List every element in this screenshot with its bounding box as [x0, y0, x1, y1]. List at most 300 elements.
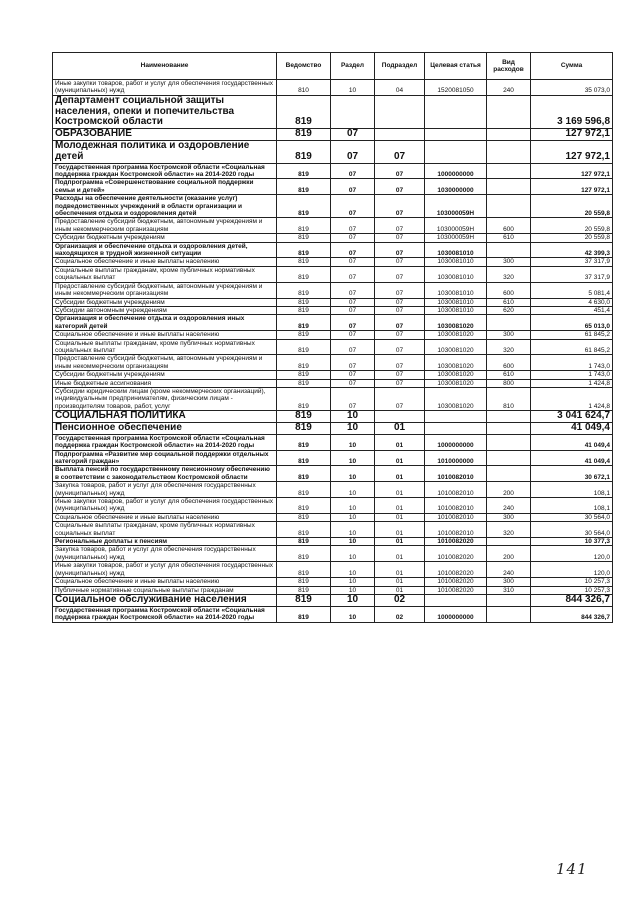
table-row — [53, 306, 613, 314]
cell-target: 1030081010 — [425, 306, 487, 314]
cell-name: Социальное обеспечение и иные выплаты населению — [53, 513, 277, 521]
header-expense-type: Вид расходов — [487, 53, 531, 80]
cell-subsection: 07 — [375, 298, 425, 306]
cell-section: 10 — [331, 498, 375, 514]
cell-amount: 41 049,4 — [531, 450, 613, 466]
cell-amount: 61 845,2 — [531, 339, 613, 355]
cell-target: 1000000000 — [425, 163, 487, 179]
cell-subsection: 07 — [375, 218, 425, 234]
cell-subsection: 01 — [375, 482, 425, 498]
cell-amount: 1 424,8 — [531, 379, 613, 387]
cell-amount: 844 326,7 — [531, 594, 613, 606]
cell-target: 103000059Н — [425, 195, 487, 218]
cell-subsection: 01 — [375, 498, 425, 514]
cell-name: Закупка товаров, работ и услуг для обеспечения государственных (муниципальных) нужд — [53, 482, 277, 498]
cell-amount: 3 169 596,8 — [531, 95, 613, 128]
cell-amount: 1 743,0 — [531, 371, 613, 379]
table-row — [53, 282, 613, 298]
cell-target: 1010082020 — [425, 562, 487, 578]
cell-name: Пенсионное обеспечение — [53, 422, 277, 434]
table-row — [53, 578, 613, 586]
table-row — [53, 141, 613, 164]
cell-section: 07 — [331, 179, 375, 195]
cell-subsection: 07 — [375, 339, 425, 355]
cell-name: Подпрограмма «Совершенствование социальной поддержки семьи и детей» — [53, 179, 277, 195]
cell-amount: 30 672,1 — [531, 466, 613, 482]
cell-amount: 127 972,1 — [531, 163, 613, 179]
cell-name: Иные бюджетные ассигнования — [53, 379, 277, 387]
cell-dept: 819 — [277, 578, 331, 586]
cell-subsection: 07 — [375, 315, 425, 331]
cell-name: Предоставление субсидий бюджетным, автономным учреждениям и иным некоммерческим организациям — [53, 282, 277, 298]
cell-target: 1000000000 — [425, 434, 487, 450]
cell-amount: 3 041 624,7 — [531, 411, 613, 423]
cell-expense-type: 300 — [487, 258, 531, 266]
cell-name: Социальное обеспечение и иные выплаты населению — [53, 578, 277, 586]
cell-amount: 30 564,0 — [531, 513, 613, 521]
cell-name: Расходы на обеспечение деятельности (оказание услуг) подведомственных учреждений в области организации и обеспечения отдыха и оздоровления детей — [53, 195, 277, 218]
table-row — [53, 371, 613, 379]
cell-section: 10 — [331, 422, 375, 434]
cell-section: 07 — [331, 282, 375, 298]
cell-expense-type: 600 — [487, 218, 531, 234]
cell-amount: 10 257,3 — [531, 578, 613, 586]
cell-subsection: 01 — [375, 450, 425, 466]
cell-amount: 20 559,8 — [531, 234, 613, 242]
cell-dept: 819 — [277, 538, 331, 546]
cell-dept: 819 — [277, 450, 331, 466]
cell-name: Субсидии бюджетным учреждениям — [53, 298, 277, 306]
cell-section: 07 — [331, 315, 375, 331]
table-row — [53, 163, 613, 179]
cell-subsection: 01 — [375, 466, 425, 482]
cell-dept: 819 — [277, 218, 331, 234]
cell-name: Закупка товаров, работ и услуг для обеспечения государственных (муниципальных) нужд — [53, 546, 277, 562]
cell-dept: 819 — [277, 379, 331, 387]
cell-name: Предоставление субсидий бюджетным, автономным учреждениям и иным некоммерческим организациям — [53, 218, 277, 234]
cell-expense-type — [487, 315, 531, 331]
cell-section: 10 — [331, 513, 375, 521]
cell-expense-type — [487, 411, 531, 423]
cell-target — [425, 422, 487, 434]
cell-name: Организация и обеспечение отдыха и оздоровления детей, находящихся в трудной жизненной ситуации — [53, 242, 277, 258]
cell-target: 1030081010 — [425, 298, 487, 306]
budget-table — [52, 52, 613, 623]
cell-amount: 37 317,9 — [531, 258, 613, 266]
cell-subsection: 07 — [375, 282, 425, 298]
cell-amount: 30 564,0 — [531, 522, 613, 538]
cell-name: Социальные выплаты гражданам, кроме публичных нормативных социальных выплат — [53, 522, 277, 538]
cell-subsection — [375, 95, 425, 128]
cell-expense-type: 200 — [487, 546, 531, 562]
cell-dept: 819 — [277, 129, 331, 141]
cell-expense-type: 600 — [487, 282, 531, 298]
cell-amount: 65 013,0 — [531, 315, 613, 331]
cell-expense-type: 320 — [487, 522, 531, 538]
cell-name: Подпрограмма «Развитие мер социальной поддержки отдельных категорий граждан» — [53, 450, 277, 466]
cell-subsection: 07 — [375, 179, 425, 195]
cell-expense-type — [487, 242, 531, 258]
cell-name: Субсидии юридическим лицам (кроме некоммерческих организаций), индивидуальным предпринимателям, физическим лицам - производителям товаров, работ, услуг — [53, 387, 277, 410]
cell-dept: 819 — [277, 466, 331, 482]
cell-dept: 819 — [277, 606, 331, 622]
cell-name: Социальные выплаты гражданам, кроме публичных нормативных социальных выплат — [53, 266, 277, 282]
table-row — [53, 513, 613, 521]
table-row — [53, 546, 613, 562]
table-row — [53, 450, 613, 466]
cell-subsection — [375, 129, 425, 141]
cell-section: 10 — [331, 578, 375, 586]
cell-dept: 819 — [277, 562, 331, 578]
cell-subsection: 01 — [375, 434, 425, 450]
cell-expense-type — [487, 450, 531, 466]
table-row — [53, 434, 613, 450]
cell-name: Иные закупки товаров, работ и услуг для обеспечения государственных (муниципальных) нужд — [53, 498, 277, 514]
cell-dept: 819 — [277, 513, 331, 521]
table-row — [53, 331, 613, 339]
cell-section: 07 — [331, 306, 375, 314]
cell-dept: 819 — [277, 546, 331, 562]
cell-section: 07 — [331, 355, 375, 371]
table-row — [53, 466, 613, 482]
cell-section: 07 — [331, 234, 375, 242]
cell-dept: 819 — [277, 422, 331, 434]
table-row — [53, 482, 613, 498]
cell-name: Иные закупки товаров, работ и услуг для обеспечения государственных (муниципальных) нужд — [53, 80, 277, 96]
table-row — [53, 234, 613, 242]
cell-subsection: 01 — [375, 562, 425, 578]
cell-subsection: 07 — [375, 355, 425, 371]
cell-subsection: 07 — [375, 331, 425, 339]
cell-amount: 41 049,4 — [531, 422, 613, 434]
cell-expense-type: 300 — [487, 513, 531, 521]
cell-subsection: 07 — [375, 379, 425, 387]
cell-amount: 108,1 — [531, 498, 613, 514]
cell-target: 1000000000 — [425, 606, 487, 622]
cell-section: 07 — [331, 258, 375, 266]
cell-amount: 20 559,8 — [531, 195, 613, 218]
cell-target — [425, 95, 487, 128]
cell-section: 07 — [331, 163, 375, 179]
cell-subsection: 07 — [375, 242, 425, 258]
cell-target: 1010082020 — [425, 538, 487, 546]
table-row — [53, 411, 613, 423]
cell-subsection: 01 — [375, 513, 425, 521]
table-row — [53, 355, 613, 371]
table-body — [53, 80, 613, 623]
cell-subsection: 07 — [375, 387, 425, 410]
table-row — [53, 422, 613, 434]
cell-target: 1010082020 — [425, 586, 487, 594]
table-row — [53, 594, 613, 606]
cell-target: 1030081020 — [425, 379, 487, 387]
cell-target: 1030081020 — [425, 371, 487, 379]
cell-dept: 819 — [277, 298, 331, 306]
cell-dept: 819 — [277, 95, 331, 128]
cell-target — [425, 411, 487, 423]
header-dept: Ведомство — [277, 53, 331, 80]
page-number: 141 — [556, 860, 588, 878]
cell-expense-type: 610 — [487, 298, 531, 306]
cell-expense-type — [487, 179, 531, 195]
cell-expense-type — [487, 129, 531, 141]
cell-section: 10 — [331, 450, 375, 466]
table-row — [53, 129, 613, 141]
cell-expense-type: 320 — [487, 339, 531, 355]
cell-amount: 5 081,4 — [531, 282, 613, 298]
cell-dept: 819 — [277, 331, 331, 339]
table-row — [53, 266, 613, 282]
cell-subsection: 07 — [375, 234, 425, 242]
cell-section: 10 — [331, 586, 375, 594]
cell-expense-type: 800 — [487, 379, 531, 387]
cell-name: Социальное обслуживание населения — [53, 594, 277, 606]
table-row — [53, 522, 613, 538]
cell-section: 07 — [331, 242, 375, 258]
cell-amount: 127 972,1 — [531, 129, 613, 141]
cell-dept: 819 — [277, 387, 331, 410]
cell-amount: 451,4 — [531, 306, 613, 314]
cell-subsection: 07 — [375, 163, 425, 179]
cell-name: Социальные выплаты гражданам, кроме публичных нормативных социальных выплат — [53, 339, 277, 355]
cell-dept: 819 — [277, 234, 331, 242]
cell-amount: 120,0 — [531, 546, 613, 562]
header-amount: Сумма — [531, 53, 613, 80]
cell-target: 1030081020 — [425, 331, 487, 339]
cell-target: 1010082020 — [425, 546, 487, 562]
cell-subsection: 01 — [375, 422, 425, 434]
cell-dept: 819 — [277, 306, 331, 314]
cell-amount: 42 399,3 — [531, 242, 613, 258]
cell-target: 1030081020 — [425, 339, 487, 355]
cell-target: 103000059Н — [425, 234, 487, 242]
cell-section: 10 — [331, 482, 375, 498]
cell-subsection: 01 — [375, 586, 425, 594]
cell-target: 1030081020 — [425, 355, 487, 371]
cell-expense-type — [487, 163, 531, 179]
cell-subsection: 01 — [375, 522, 425, 538]
cell-expense-type: 610 — [487, 371, 531, 379]
cell-dept: 819 — [277, 282, 331, 298]
cell-name: Выплата пенсий по государственному пенсионному обеспечению в соответствии с законодательством Костромской области — [53, 466, 277, 482]
cell-subsection — [375, 411, 425, 423]
cell-name: Государственная программа Костромской области «Социальная поддержка граждан Костромской области» на 2014-2020 годы — [53, 606, 277, 622]
cell-name: Департамент социальной защиты населения, опеки и попечительства Костромской области — [53, 95, 277, 128]
cell-expense-type: 300 — [487, 331, 531, 339]
cell-target: 1030081010 — [425, 242, 487, 258]
cell-subsection: 04 — [375, 80, 425, 96]
cell-dept: 819 — [277, 522, 331, 538]
cell-section: 07 — [331, 218, 375, 234]
cell-section — [331, 95, 375, 128]
cell-expense-type: 810 — [487, 387, 531, 410]
cell-dept: 819 — [277, 434, 331, 450]
cell-subsection: 07 — [375, 195, 425, 218]
cell-name: Субсидии бюджетным учреждениям — [53, 234, 277, 242]
cell-target — [425, 594, 487, 606]
cell-name: Молодежная политика и оздоровление детей — [53, 141, 277, 164]
cell-expense-type — [487, 434, 531, 450]
cell-expense-type: 320 — [487, 266, 531, 282]
cell-subsection: 02 — [375, 594, 425, 606]
cell-subsection: 07 — [375, 371, 425, 379]
cell-expense-type: 300 — [487, 578, 531, 586]
cell-target: 1030081010 — [425, 266, 487, 282]
cell-section: 07 — [331, 141, 375, 164]
header-section: Раздел — [331, 53, 375, 80]
cell-amount: 127 972,1 — [531, 141, 613, 164]
cell-target: 1010082010 — [425, 498, 487, 514]
table-row — [53, 379, 613, 387]
cell-expense-type — [487, 594, 531, 606]
cell-target: 1010082020 — [425, 578, 487, 586]
cell-section: 10 — [331, 80, 375, 96]
header-subsection: Подраздел — [375, 53, 425, 80]
cell-amount: 4 630,0 — [531, 298, 613, 306]
cell-section: 07 — [331, 379, 375, 387]
cell-expense-type: 240 — [487, 498, 531, 514]
table-row — [53, 387, 613, 410]
table-header-row — [53, 53, 613, 80]
cell-name: Предоставление субсидий бюджетным, автономным учреждениям и иным некоммерческим организациям — [53, 355, 277, 371]
cell-expense-type: 620 — [487, 306, 531, 314]
cell-expense-type — [487, 141, 531, 164]
cell-target: 1010082010 — [425, 522, 487, 538]
cell-expense-type — [487, 422, 531, 434]
cell-section: 07 — [331, 387, 375, 410]
table-row — [53, 95, 613, 128]
cell-target: 1010082010 — [425, 513, 487, 521]
cell-dept: 819 — [277, 315, 331, 331]
cell-expense-type: 610 — [487, 234, 531, 242]
cell-section: 10 — [331, 594, 375, 606]
cell-subsection: 07 — [375, 141, 425, 164]
cell-expense-type: 240 — [487, 80, 531, 96]
cell-dept: 819 — [277, 242, 331, 258]
cell-target — [425, 129, 487, 141]
cell-section: 10 — [331, 606, 375, 622]
cell-target: 1010082010 — [425, 482, 487, 498]
cell-section: 07 — [331, 266, 375, 282]
cell-name: Публичные нормативные социальные выплаты гражданам — [53, 586, 277, 594]
table-row — [53, 218, 613, 234]
cell-dept: 819 — [277, 482, 331, 498]
cell-expense-type — [487, 195, 531, 218]
cell-section: 10 — [331, 434, 375, 450]
cell-name: Социальное обеспечение и иные выплаты населению — [53, 258, 277, 266]
cell-expense-type: 240 — [487, 562, 531, 578]
cell-target: 1030081020 — [425, 387, 487, 410]
cell-dept: 819 — [277, 586, 331, 594]
table-row — [53, 298, 613, 306]
cell-section: 10 — [331, 411, 375, 423]
cell-dept: 810 — [277, 80, 331, 96]
cell-section: 10 — [331, 562, 375, 578]
table-row — [53, 258, 613, 266]
cell-dept: 819 — [277, 141, 331, 164]
cell-expense-type: 600 — [487, 355, 531, 371]
cell-name: Организация и обеспечение отдыха и оздоровления иных категорий детей — [53, 315, 277, 331]
cell-dept: 819 — [277, 355, 331, 371]
cell-amount: 120,0 — [531, 562, 613, 578]
cell-dept: 819 — [277, 195, 331, 218]
cell-dept: 819 — [277, 371, 331, 379]
cell-amount: 108,1 — [531, 482, 613, 498]
cell-section: 10 — [331, 546, 375, 562]
cell-target: 1030081010 — [425, 258, 487, 266]
cell-expense-type — [487, 95, 531, 128]
cell-amount: 10 257,3 — [531, 586, 613, 594]
cell-target — [425, 141, 487, 164]
table-row — [53, 80, 613, 96]
cell-dept: 819 — [277, 258, 331, 266]
cell-amount: 35 073,0 — [531, 80, 613, 96]
cell-amount: 20 559,8 — [531, 218, 613, 234]
cell-dept: 819 — [277, 594, 331, 606]
cell-name: Субсидии автономным учреждениям — [53, 306, 277, 314]
cell-name: Государственная программа Костромской области «Социальная поддержка граждан Костромской области» на 2014-2020 годы — [53, 434, 277, 450]
cell-dept: 819 — [277, 163, 331, 179]
budget-sheet — [52, 52, 612, 623]
cell-section: 07 — [331, 195, 375, 218]
cell-amount: 10 377,3 — [531, 538, 613, 546]
cell-dept: 819 — [277, 266, 331, 282]
table-row — [53, 195, 613, 218]
table-row — [53, 562, 613, 578]
header-name: Наименование — [53, 53, 277, 80]
cell-dept: 819 — [277, 411, 331, 423]
cell-target: 1030081010 — [425, 282, 487, 298]
cell-expense-type — [487, 538, 531, 546]
table-row — [53, 242, 613, 258]
cell-section: 07 — [331, 371, 375, 379]
table-row — [53, 606, 613, 622]
cell-name: Иные закупки товаров, работ и услуг для обеспечения государственных (муниципальных) нужд — [53, 562, 277, 578]
cell-section: 10 — [331, 466, 375, 482]
cell-expense-type: 200 — [487, 482, 531, 498]
cell-amount: 127 972,1 — [531, 179, 613, 195]
cell-section: 10 — [331, 522, 375, 538]
table-row — [53, 339, 613, 355]
cell-amount: 37 317,9 — [531, 266, 613, 282]
cell-expense-type — [487, 466, 531, 482]
cell-name: СОЦИАЛЬНАЯ ПОЛИТИКА — [53, 411, 277, 423]
cell-subsection: 01 — [375, 546, 425, 562]
cell-name: ОБРАЗОВАНИЕ — [53, 129, 277, 141]
cell-amount: 844 326,7 — [531, 606, 613, 622]
cell-subsection: 07 — [375, 266, 425, 282]
cell-subsection: 02 — [375, 606, 425, 622]
cell-amount: 61 845,2 — [531, 331, 613, 339]
cell-amount: 1 743,0 — [531, 355, 613, 371]
cell-section: 10 — [331, 538, 375, 546]
cell-section: 07 — [331, 331, 375, 339]
cell-subsection: 07 — [375, 258, 425, 266]
cell-name: Социальное обеспечение и иные выплаты населению — [53, 331, 277, 339]
cell-target: 1010000000 — [425, 450, 487, 466]
table-row — [53, 498, 613, 514]
cell-subsection: 07 — [375, 306, 425, 314]
cell-name: Региональные доплаты к пенсиям — [53, 538, 277, 546]
cell-target: 1010082010 — [425, 466, 487, 482]
cell-amount: 41 049,4 — [531, 434, 613, 450]
table-row — [53, 315, 613, 331]
cell-target: 1030000000 — [425, 179, 487, 195]
cell-expense-type — [487, 606, 531, 622]
cell-name: Государственная программа Костромской области «Социальная поддержка граждан Костромской области» на 2014-2020 годы — [53, 163, 277, 179]
table-row — [53, 179, 613, 195]
cell-target: 1030081020 — [425, 315, 487, 331]
